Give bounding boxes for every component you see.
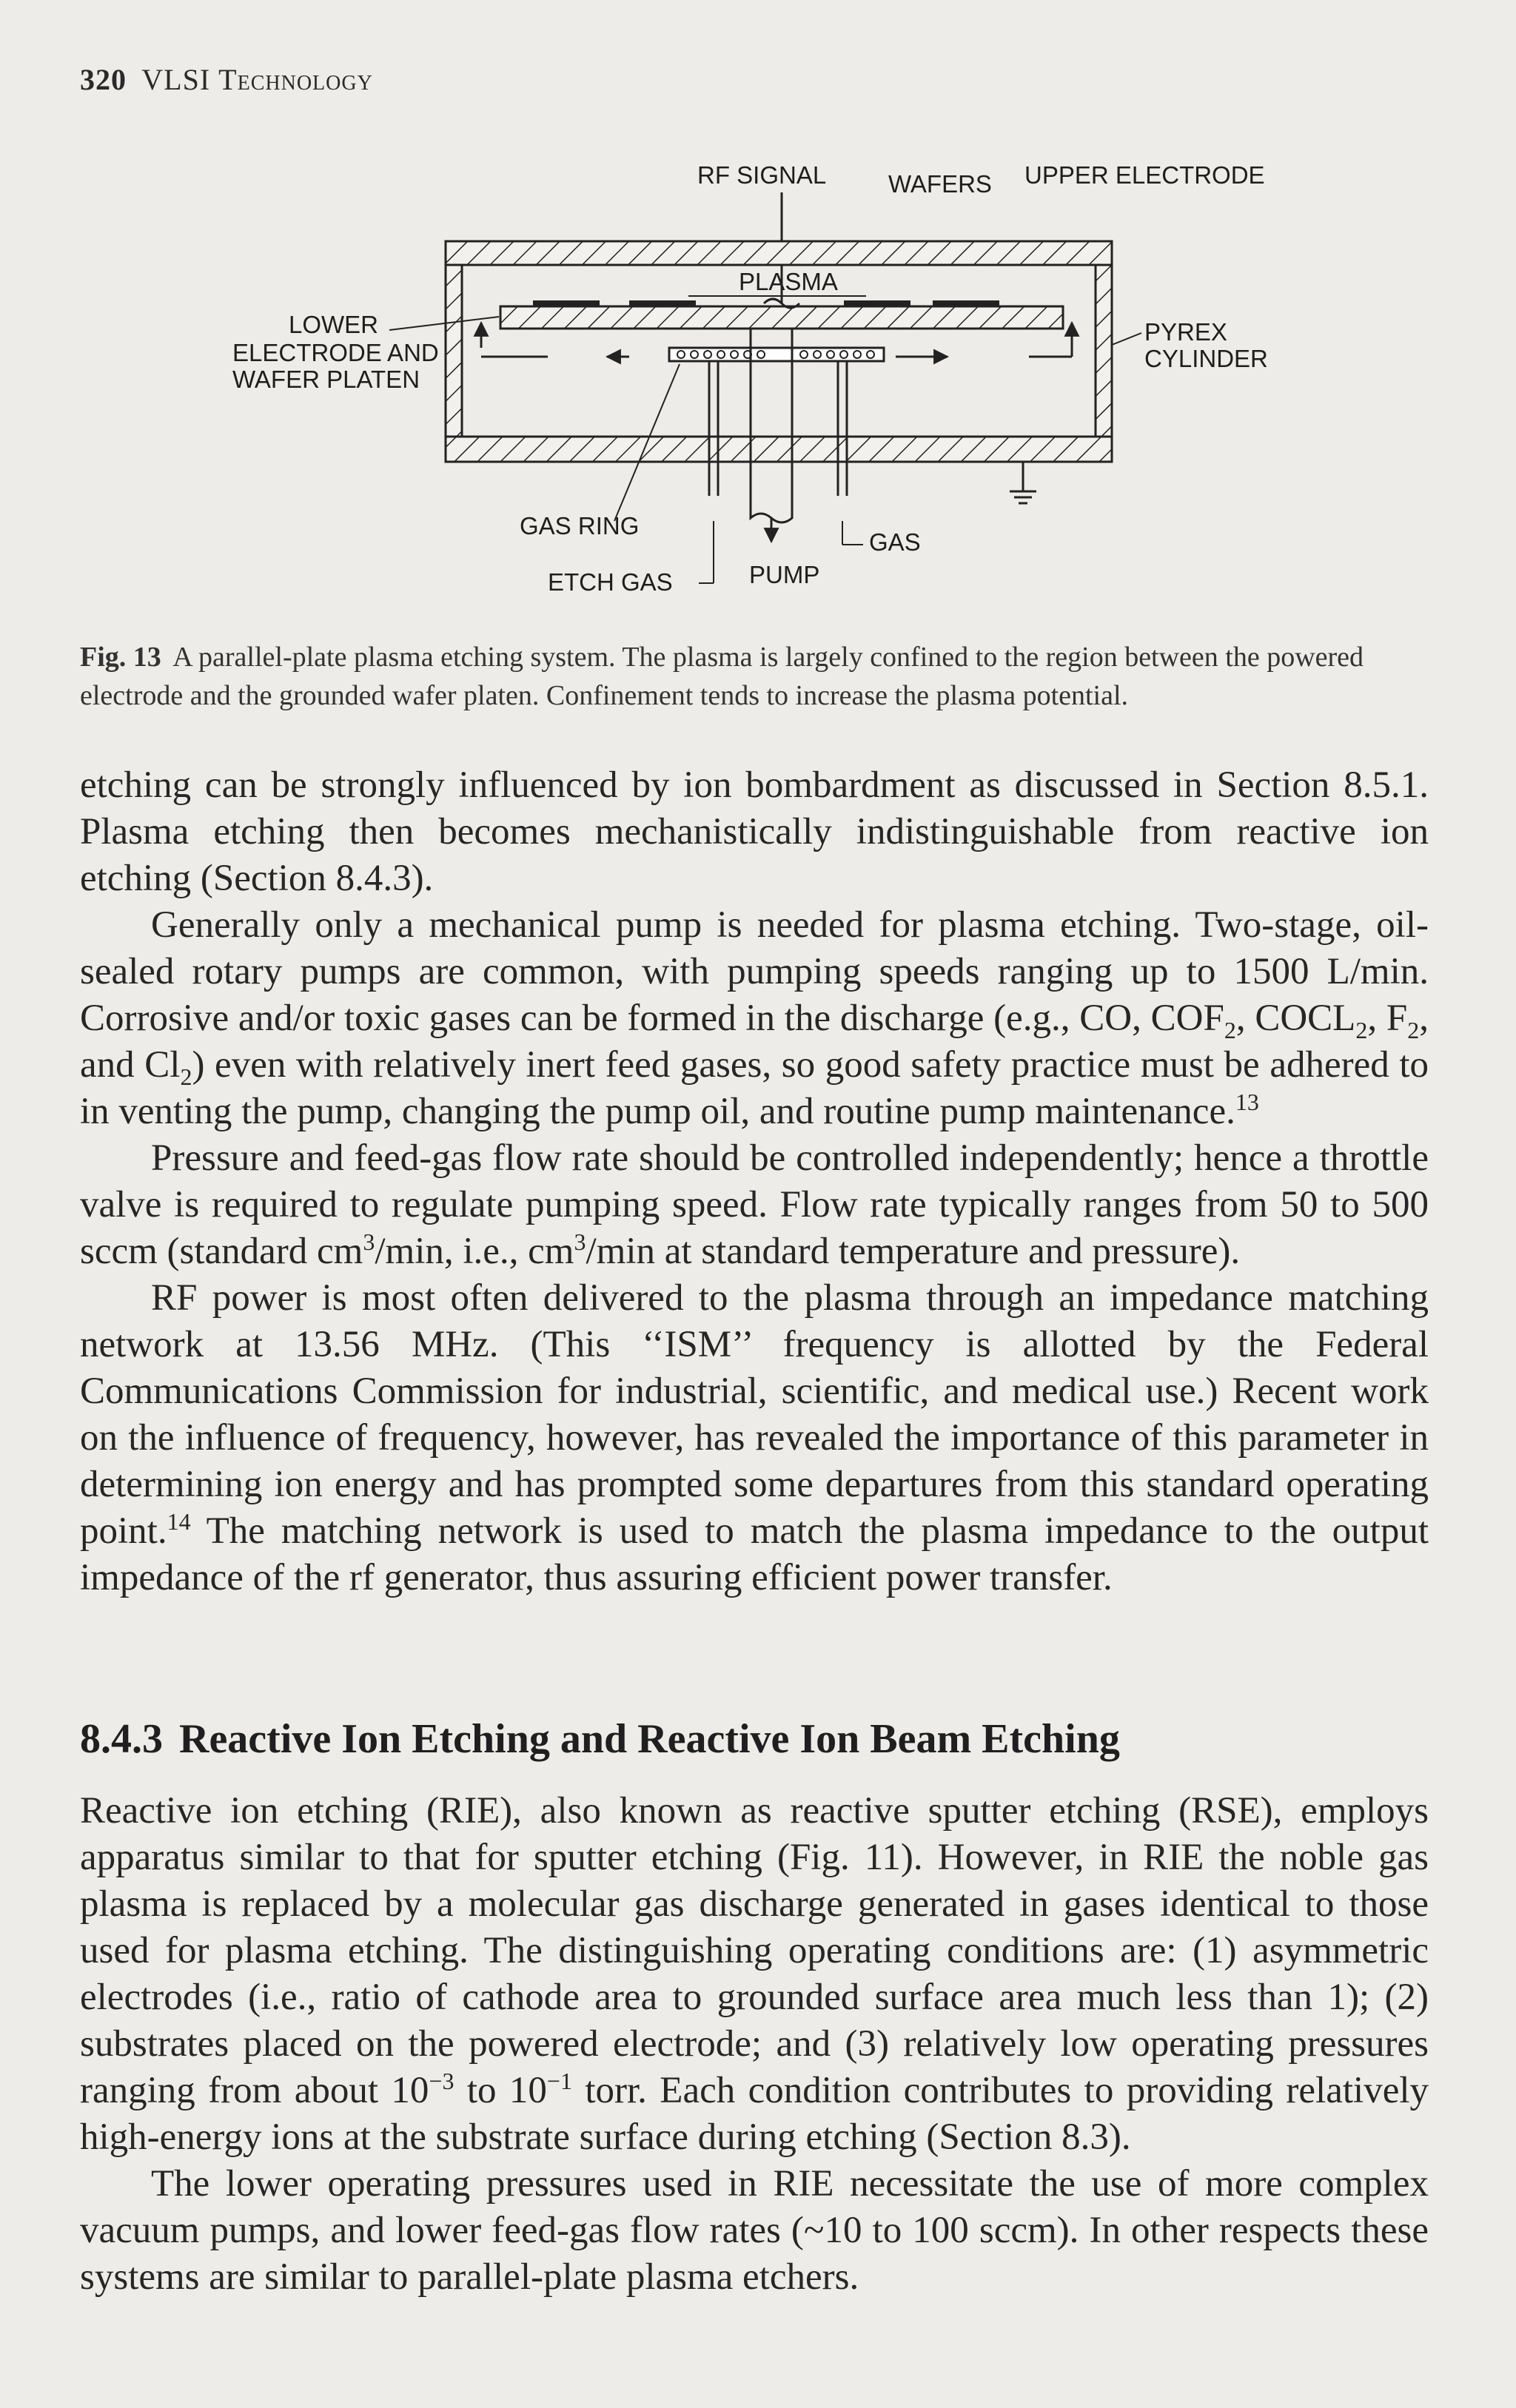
label-gas-ring: GAS RING: [520, 512, 640, 539]
body-text-1: [80, 762, 1429, 1601]
label-pump: PUMP: [749, 561, 820, 588]
figure-13-diagram: [215, 148, 1295, 622]
pyrex-cylinder-left-wall: [446, 265, 462, 437]
body-text-2: [80, 1788, 1429, 2301]
section-number: 8.4.3: [80, 1716, 163, 1762]
page-number: 320: [80, 63, 127, 96]
section-title: Reactive Ion Etching and Reactive Ion Beam Etching: [179, 1716, 1120, 1762]
label-lower-3: WAFER PLATEN: [232, 366, 420, 393]
paragraph: RF power is most often delivered to the plasma through an impedance matching network at 13.56 MHz. (This ‘‘ISM’’ frequency is allotted by the Federal Communications Commission for industrial, scientific, and medical use.) Recent work on the influence of frequency, however, has revealed the importance of this parameter in determining ion energy and has prompted some departures from this standard operating point.$^{14}$ The matching network is used to match the plasma impedance to the output impedance of the rf generator, thus assuring efficient power transfer.: [80, 1277, 1429, 1598]
header-title: Technology: [218, 63, 373, 96]
header-title-prefix: VLSI: [141, 63, 211, 96]
paragraph: Pressure and feed-gas flow rate should be controlled independently; hence a throttle valve is required to regulate pumping speed. Flow rate typically ranges from 50 to 500 sccm (standard $cm^3/\min$, i.e., $cm^3/\min$ at standard temperature and pressure).: [80, 1137, 1429, 1272]
footnote-ref[interactable]: 14: [167, 1508, 191, 1535]
label-lower-2: ELECTRODE AND: [232, 339, 439, 366]
label-lower-1: LOWER: [289, 311, 379, 338]
base-plate: [446, 437, 1112, 462]
caption-text: A parallel-plate plasma etching system. The plasma is largely confined to the region between the powered electrode and the grounded wafer platen. Confinement tends to increase the plasma potential.: [80, 642, 1364, 711]
running-header: [80, 62, 373, 97]
paragraph: etching can be strongly influenced by ion bombardment as discussed in Section 8.5.1. Plasma etching then becomes mechanistically indistinguishable from reactive ion etching (Section 8.4.3).: [80, 764, 1429, 899]
lower-electrode-platen: [500, 306, 1063, 329]
label-rf-signal: RF SIGNAL: [697, 161, 827, 189]
label-gas: GAS: [869, 528, 921, 556]
label-pyrex-2: CYLINDER: [1144, 345, 1268, 372]
label-pyrex-1: PYREX: [1144, 318, 1227, 346]
upper-electrode-plate: [446, 241, 1112, 265]
section-heading: [80, 1715, 1120, 1763]
gas-ring: [669, 348, 884, 361]
label-etch-gas: ETCH GAS: [548, 568, 673, 596]
label-upper-electrode: UPPER ELECTRODE: [1024, 161, 1265, 189]
caption-label: Fig. 13: [80, 642, 161, 673]
label-wafers: WAFERS: [888, 170, 992, 198]
pyrex-cylinder-right-wall: [1096, 265, 1112, 437]
figure-caption: [80, 638, 1429, 715]
paragraph: Generally only a mechanical pump is needed for plasma etching. Two-stage, oil-sealed rotary pumps are common, with pumping speeds ranging up to 1500 L/min. Corrosive and/or toxic gases can be formed in the discharge (e.g., CO, $COF_2$, $COCL_2$, $F_2$, and $Cl_2$) even with relatively inert feed gases, so good safety practice must be adhered to in venting the pump, changing the pump oil, and routine pump maintenance.$^{13}$: [80, 904, 1429, 1132]
paragraph: Reactive ion etching (RIE), also known as reactive sputter etching (RSE), employs apparatus similar to that for sputter etching (Fig. 11). However, in RIE the noble gas plasma is replaced by a molecular gas discharge generated in gases identical to those used for plasma etching. The distinguishing operating conditions are: (1) asymmetric electrodes (i.e., ratio of cathode area to grounded surface area much less than 1); (2) substrates placed on the powered electrode; and (3) relatively low operating pressures ranging from about $10^{-3}$ to $10^{-1}$ torr. Each condition contributes to providing relatively high-energy ions at the substrate surface during etching (Section 8.3).: [80, 1790, 1429, 2158]
label-plasma: PLASMA: [739, 268, 838, 295]
footnote-ref[interactable]: 13: [1235, 1089, 1259, 1115]
paragraph: The lower operating pressures used in RIE necessitate the use of more complex vacuum pumps, and lower feed-gas flow rates (~10 to 100 sccm). In other respects these systems are similar to parallel-plate plasma etchers.: [80, 2163, 1429, 2298]
